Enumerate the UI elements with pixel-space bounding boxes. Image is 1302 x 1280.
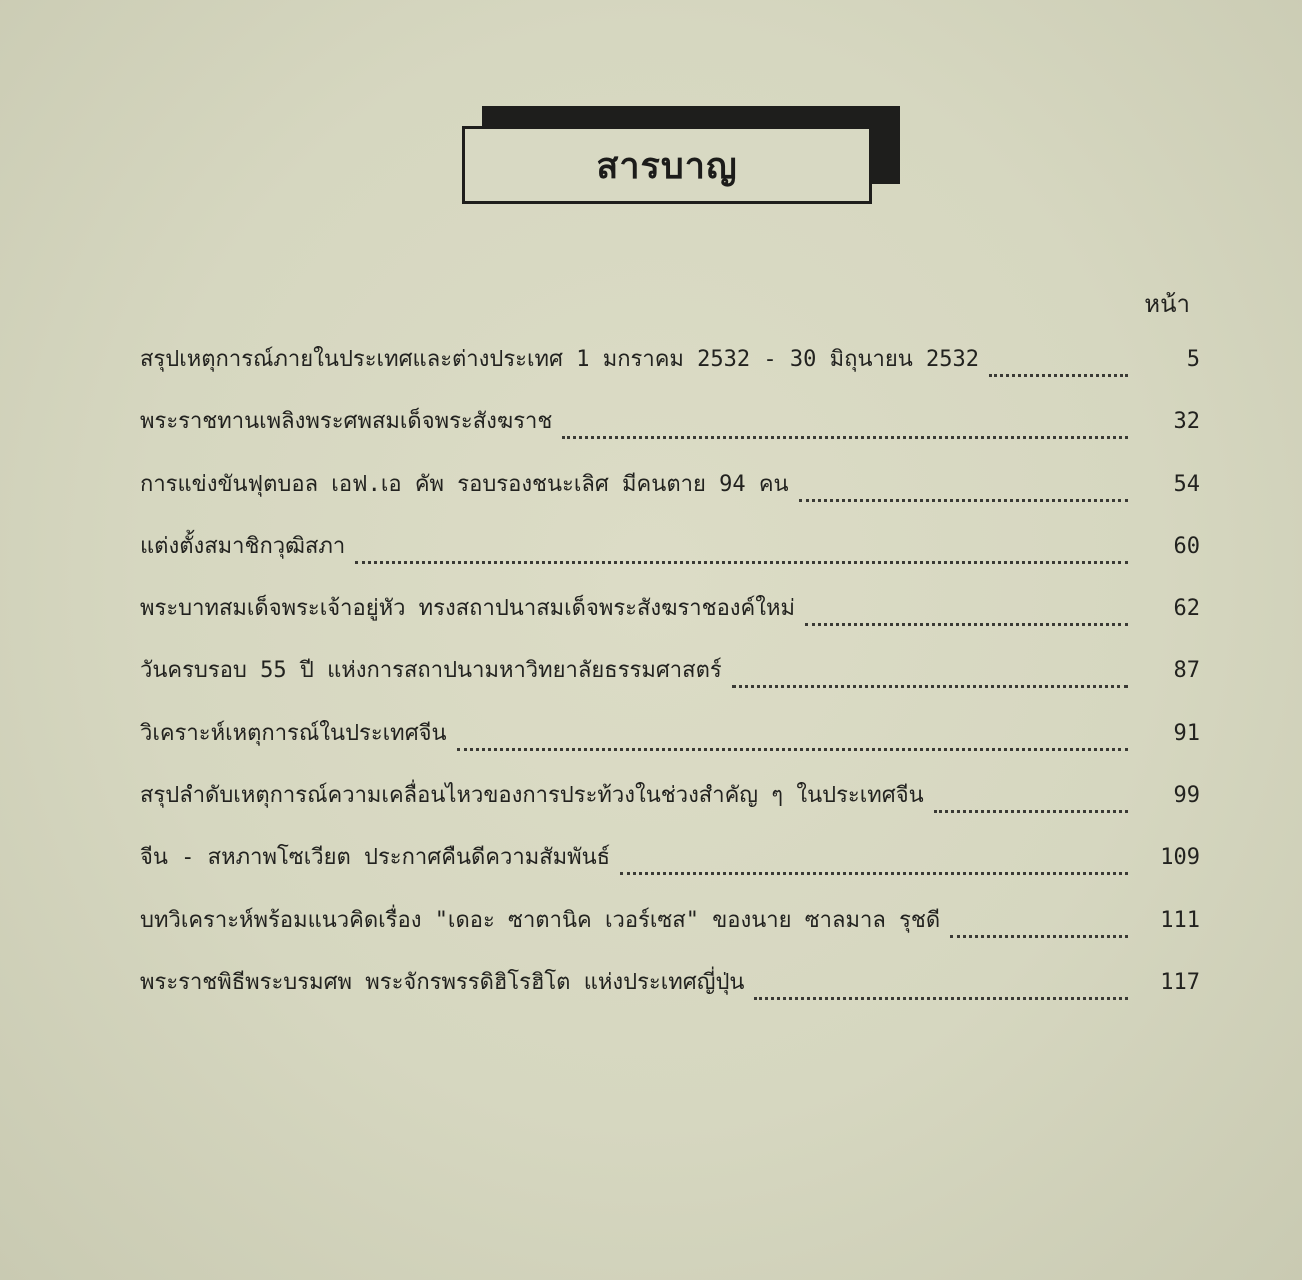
toc-entry bbox=[140, 963, 1200, 1025]
dot-leader bbox=[355, 521, 1128, 564]
dot-leader bbox=[754, 957, 1128, 1000]
toc-entry-page: 117 bbox=[1160, 969, 1200, 995]
toc-entry-title: บทวิเคราะห์พร้อมแนวคิดเรื่อง "เดอะ ซาตานิค เวอร์เซส" ของนาย ซาลมาล รุชดี bbox=[140, 907, 941, 933]
toc-entry-title: วันครบรอบ 55 ปี แห่งการสถาปนามหาวิทยาลัยธรรมศาสตร์ bbox=[140, 658, 722, 684]
toc-entry-page: 91 bbox=[1173, 720, 1200, 746]
toc-entry bbox=[140, 776, 1200, 838]
toc-entry bbox=[140, 402, 1200, 464]
dot-leader bbox=[805, 583, 1128, 626]
toc-entry bbox=[140, 838, 1200, 900]
toc-entry-page: 60 bbox=[1173, 533, 1200, 559]
toc-entry-page: 5 bbox=[1186, 347, 1200, 372]
dot-leader bbox=[457, 708, 1128, 751]
toc-entry-title: พระราชพิธีพระบรมศพ พระจักรพรรดิฮิโรฮิโต แห่งประเทศญี่ปุ่น bbox=[140, 969, 745, 995]
toc-entry bbox=[140, 651, 1200, 713]
toc-entry-page: 111 bbox=[1160, 907, 1200, 933]
toc-entry bbox=[140, 465, 1200, 527]
dot-leader bbox=[989, 334, 1128, 377]
toc-entry-title: สรุปลำดับเหตุการณ์ความเคลื่อนไหวของการประท้วงในช่วงสำคัญ ๆ ในประเทศจีน bbox=[140, 783, 924, 809]
toc-entry-page: 32 bbox=[1173, 409, 1200, 435]
toc-entry-page: 87 bbox=[1173, 658, 1200, 684]
toc-entry-page: 99 bbox=[1173, 783, 1200, 809]
toc-entry-title: แต่งตั้งสมาชิกวุฒิสภา bbox=[140, 533, 346, 559]
page-title: สารบาญ bbox=[596, 145, 738, 187]
table-of-contents bbox=[140, 340, 1200, 1025]
page-column-label: หน้า bbox=[1144, 290, 1190, 318]
toc-entry-title: พระบาทสมเด็จพระเจ้าอยู่หัว ทรงสถาปนาสมเด็จพระสังฆราชองค์ใหม่ bbox=[140, 596, 795, 622]
dot-leader bbox=[732, 645, 1128, 688]
toc-entry bbox=[140, 527, 1200, 589]
dot-leader bbox=[934, 770, 1128, 813]
title-box bbox=[462, 106, 900, 206]
toc-entry-title: สรุปเหตุการณ์ภายในประเทศและต่างประเทศ 1 มกราคม 2532 - 30 มิถุนายน 2532 bbox=[140, 347, 979, 372]
toc-entry-page: 109 bbox=[1160, 845, 1200, 871]
toc-entry bbox=[140, 901, 1200, 963]
toc-entry-title: จีน - สหภาพโซเวียต ประกาศคืนดีความสัมพันธ์ bbox=[140, 845, 611, 871]
toc-entry bbox=[140, 714, 1200, 776]
dot-leader bbox=[950, 895, 1128, 938]
toc-entry-title: การแข่งขันฟุตบอล เอฟ.เอ คัพ รอบรองชนะเลิศ มีคนตาย 94 คน bbox=[140, 471, 789, 497]
title-frame bbox=[462, 126, 872, 204]
toc-entry bbox=[140, 340, 1200, 402]
dot-leader bbox=[562, 396, 1128, 439]
dot-leader bbox=[799, 459, 1128, 502]
dot-leader bbox=[620, 832, 1128, 875]
toc-entry bbox=[140, 589, 1200, 651]
toc-entry-page: 54 bbox=[1173, 471, 1200, 497]
toc-entry-page: 62 bbox=[1173, 596, 1200, 622]
toc-entry-title: วิเคราะห์เหตุการณ์ในประเทศจีน bbox=[140, 720, 447, 746]
toc-entry-title: พระราชทานเพลิงพระศพสมเด็จพระสังฆราช bbox=[140, 409, 553, 435]
